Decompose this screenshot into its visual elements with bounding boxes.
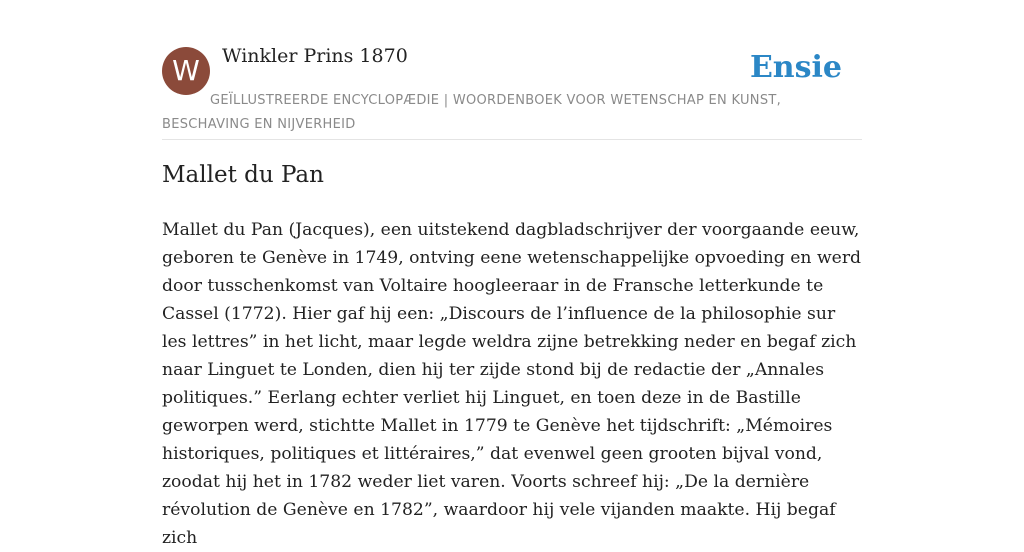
source-header — [162, 0, 862, 140]
page-container — [162, 0, 862, 548]
entry-body: Mallet du Pan (Jacques), een uitstekend dagbladschrijver der voorgaande eeuw, geboren te Genève in 1749, ontving eene wetenschappelijke opvoeding en werd door tusschenkomst van Voltaire hoogleeraar in de Fransche letterkunde te Cassel (1772). Hier gaf hij een: „Discours de l’influence de la philosophie sur les lettres” in het licht, maar legde weldra zijne betrekking neder en begaf zich naar Linguet te Londen, dien hij ter zijde stond bij de redactie der „Annales politiques.” Eerlang echter verliet hij Linguet, en toen deze in de Bastille geworpen werd, stichtte Mallet in 1779 te Genève het tijdschrift: „Mémoires historiques, politiques et littéraires,” dat evenwel geen grooten bijval vond, zoodat hij het in 1782 weder liet varen. Voorts schreef hij: „De la dernière révolution de Genève en 1782”, waardoor hij vele vijanden maakte. Hij begaf zich — [162, 220, 862, 548]
source-title[interactable]: Winkler Prins 1870 — [222, 45, 408, 67]
source-avatar[interactable]: W — [162, 47, 210, 95]
entry-title: Mallet du Pan — [162, 162, 324, 188]
brand-logo[interactable]: Ensie — [749, 50, 842, 85]
source-subtitle: GEÏLLUSTREERDE ENCYCLOPÆDIE | WOORDENBOEK VOOR WETENSCHAP EN KUNST, BESCHAVING EN NIJVERHEID — [162, 93, 782, 132]
